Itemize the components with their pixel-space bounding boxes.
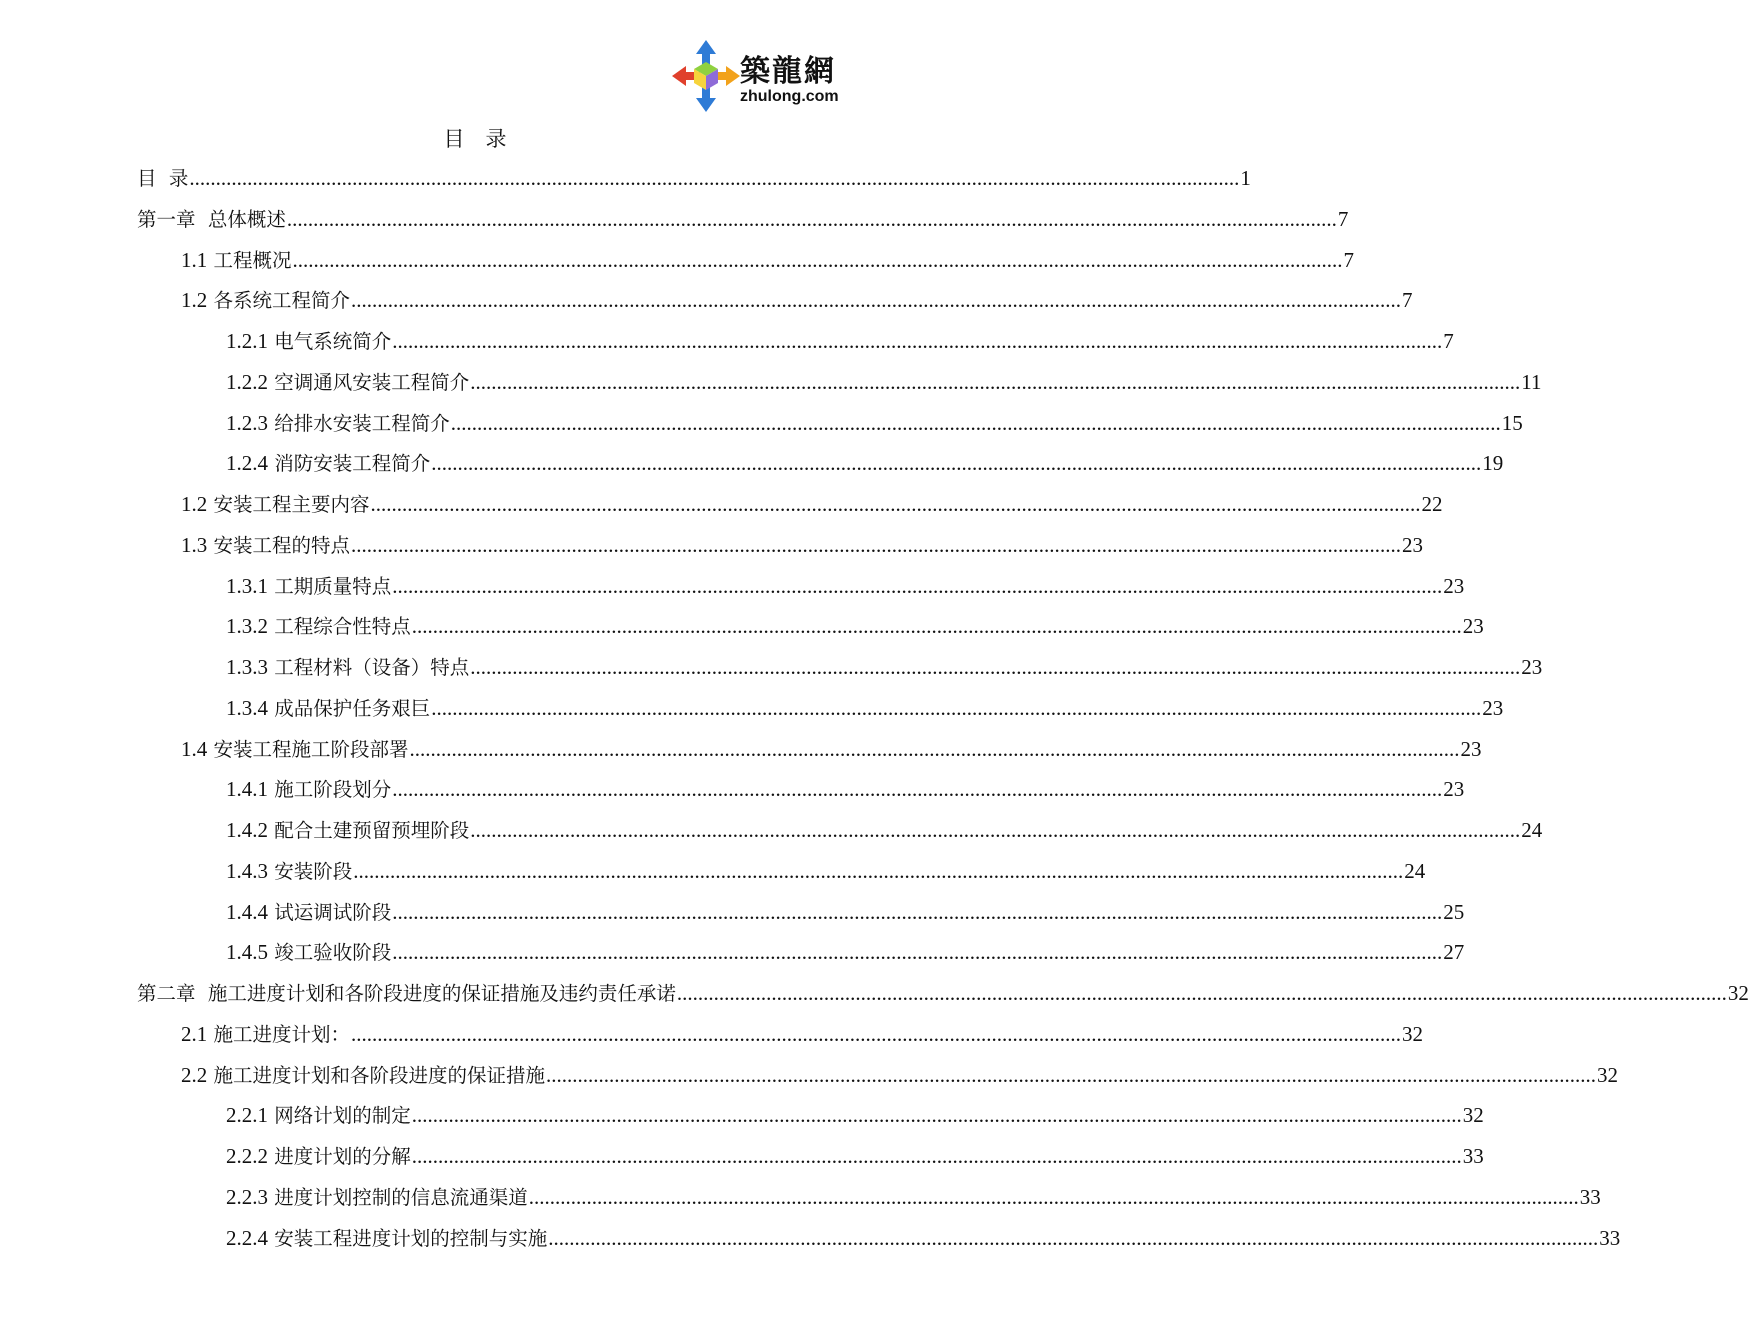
zhulong-logo-mark-icon — [670, 38, 742, 114]
toc-entry[interactable] — [181, 285, 1413, 315]
toc-entry-number: 2.2.2 — [226, 1144, 268, 1168]
toc-entry-number: 1.3.3 — [226, 655, 268, 679]
toc-entry-title: 试运调试阶段 — [274, 900, 392, 924]
toc-entry-leader: ........................................................................................................................................................................................................ — [292, 247, 1343, 272]
toc-entry-leader: ........................................................................................................................................................................................................ — [350, 288, 1401, 313]
toc-entry-number: 1.4.2 — [226, 818, 268, 842]
toc-entry-number: 1.2.4 — [226, 451, 268, 476]
toc-entry[interactable] — [181, 530, 1423, 560]
toc-entry-number: 2.1 — [181, 1021, 208, 1046]
toc-entry-page: 32 — [1401, 1021, 1423, 1046]
toc-entry-number: 1.2.1 — [226, 329, 268, 353]
toc-entry-page: 23 — [1482, 695, 1504, 720]
toc-entry[interactable] — [226, 937, 1465, 967]
toc-entry-title: 工程综合性特点 — [274, 615, 411, 639]
toc-entry-title: 空调通风安装工程简介 — [274, 370, 470, 394]
toc-entry-page: 23 — [1462, 614, 1484, 639]
toc-entry[interactable] — [181, 1060, 1618, 1090]
toc-entry-page: 23 — [1460, 736, 1482, 761]
toc-entry-page: 33 — [1599, 1225, 1621, 1250]
toc-entry-page: 33 — [1579, 1184, 1601, 1209]
toc-entry-leader: ........................................................................................................................................................................................................ — [470, 655, 1521, 679]
toc-entry-page: 33 — [1462, 1144, 1484, 1168]
toc-entry[interactable] — [226, 611, 1484, 641]
toc-entry-title: 配合土建预留预埋阶段 — [274, 819, 470, 842]
toc-entry[interactable] — [137, 978, 1749, 1008]
toc-entry-title: 给排水安装工程简介 — [274, 411, 450, 435]
toc-entry[interactable] — [226, 1100, 1484, 1130]
toc-entry[interactable] — [226, 693, 1504, 723]
toc-entry-title: 安装工程的特点 — [213, 533, 350, 557]
toc-entry[interactable] — [226, 1182, 1601, 1212]
toc-entry-title: 安装工程进度计划的控制与实施 — [274, 1226, 548, 1250]
toc-entry-page: 1 — [1240, 166, 1251, 190]
toc-entry-page: 7 — [1401, 288, 1413, 313]
toc-entry-title: 施工进度计划： — [213, 1022, 350, 1046]
toc-entry-page: 32 — [1727, 981, 1749, 1005]
logo-domain: zhulong.com — [740, 88, 839, 105]
toc-entry-page: 32 — [1462, 1103, 1484, 1128]
toc-entry-number: 2.2.4 — [226, 1225, 268, 1250]
toc-entry-number: 1.4 — [181, 736, 208, 761]
toc-heading: 目 录 — [443, 127, 507, 151]
toc-entry-number: 2.2.3 — [226, 1184, 268, 1209]
toc-entry-title: 竣工验收阶段 — [274, 941, 392, 965]
toc-entry-title: 施工阶段划分 — [274, 778, 392, 802]
toc-entry-page: 7 — [1343, 247, 1354, 272]
toc-entry-number: 1.4.4 — [226, 899, 268, 924]
toc-entry-page: 7 — [1337, 206, 1349, 231]
toc-entry-leader: ........................................................................................................................................................................................................ — [676, 981, 1727, 1005]
toc-entry-page: 23 — [1443, 777, 1465, 802]
toc-entry-leader: ........................................................................................................................................................................................................ — [528, 1184, 1579, 1209]
toc-entry-page: 23 — [1521, 655, 1543, 679]
toc-entry-title: 消防安装工程简介 — [274, 452, 431, 476]
toc-entry-page: 24 — [1521, 818, 1543, 842]
toc-entry-title: 工期质量特点 — [274, 574, 392, 598]
toc-entry[interactable] — [226, 897, 1465, 927]
toc-entry-title: 安装工程主要内容 — [213, 493, 370, 516]
toc-entry-number: 1.1 — [181, 247, 208, 272]
toc-entry-title: 工程材料（设备）特点 — [274, 656, 470, 679]
toc-entry[interactable] — [226, 652, 1543, 682]
toc-entry[interactable] — [226, 815, 1543, 845]
toc-entry[interactable] — [226, 1223, 1621, 1253]
zhulong-logo — [670, 38, 850, 118]
toc-entry-page: 11 — [1521, 369, 1542, 394]
toc-entry[interactable] — [226, 856, 1426, 886]
toc-entry-number: 2.2.1 — [226, 1103, 268, 1128]
toc-entry[interactable] — [181, 245, 1354, 275]
toc-entry-number: 1.4.1 — [226, 777, 268, 802]
toc-entry-leader: ........................................................................................................................................................................................................ — [470, 818, 1521, 842]
toc-entry[interactable] — [226, 774, 1465, 804]
toc-entry-title: 工程概况 — [213, 248, 292, 272]
toc-entry-title: 成品保护任务艰巨 — [274, 696, 431, 720]
toc-entry-leader: ........................................................................................................................................................................................................ — [545, 1062, 1596, 1087]
toc-entry-title: 安装阶段 — [274, 859, 353, 883]
toc-entry[interactable] — [226, 367, 1542, 397]
toc-entry-leader: ........................................................................................................................................................................................................ — [411, 614, 1462, 639]
toc-entry-leader: ........................................................................................................................................................................................................ — [392, 329, 1443, 353]
logo-chinese-name: 築龍網 — [740, 54, 836, 89]
toc-entry-title: 进度计划控制的信息流通渠道 — [274, 1185, 528, 1209]
toc-entry-leader: ........................................................................................................................................................................................................ — [392, 899, 1443, 924]
toc-entry-page: 15 — [1501, 410, 1523, 435]
toc-entry-leader: ........................................................................................................................................................................................................ — [189, 166, 1240, 190]
toc-entry-leader: ........................................................................................................................................................................................................ — [392, 573, 1443, 598]
toc-entry-title: 网络计划的制定 — [274, 1104, 411, 1128]
toc-entry-number: 1.3.4 — [226, 695, 268, 720]
toc-entry-page: 24 — [1404, 858, 1426, 883]
toc-entry-leader: ........................................................................................................................................................................................................ — [392, 777, 1443, 802]
toc-entry[interactable] — [226, 326, 1454, 356]
toc-entry[interactable] — [226, 1141, 1484, 1171]
toc-entry-number: 2.2 — [181, 1062, 208, 1087]
toc-entry-page: 23 — [1443, 573, 1465, 598]
toc-entry-title: 进度计划的分解 — [274, 1145, 411, 1168]
toc-entry-leader: ........................................................................................................................................................................................................ — [450, 410, 1501, 435]
toc-entry[interactable] — [137, 204, 1349, 234]
toc-entry-title: 施工进度计划和各阶段进度的保证措施 — [213, 1063, 545, 1087]
toc-entry-page: 23 — [1401, 532, 1423, 557]
toc-entry[interactable] — [181, 489, 1443, 519]
toc-entry-leader: ........................................................................................................................................................................................................ — [350, 1021, 1401, 1046]
toc-entry-page: 22 — [1421, 492, 1443, 516]
toc-entry-number: 1.4.5 — [226, 940, 268, 965]
toc-entry-title: 第一章 总体概述 — [137, 207, 286, 231]
toc-entry-number: 1.2 — [181, 288, 208, 313]
toc-entry-leader: ........................................................................................................................................................................................................ — [370, 492, 1421, 516]
toc-entry-title: 目 录 — [137, 167, 189, 190]
toc-entry-leader: ........................................................................................................................................................................................................ — [350, 532, 1401, 557]
toc-entry-title: 第二章 施工进度计划和各阶段进度的保证措施及违约责任承诺 — [137, 982, 676, 1005]
toc-entry-leader: ........................................................................................................................................................................................................ — [392, 940, 1443, 965]
toc-entry-leader: ........................................................................................................................................................................................................ — [286, 206, 1337, 231]
toc-entry[interactable] — [137, 163, 1251, 193]
toc-entry-page: 25 — [1443, 899, 1465, 924]
toc-entry-leader: ........................................................................................................................................................................................................ — [431, 451, 1482, 476]
toc-entry-number: 1.3 — [181, 532, 208, 557]
toc-entry[interactable] — [226, 448, 1504, 478]
toc-entry[interactable] — [181, 734, 1482, 764]
toc-entry[interactable] — [226, 571, 1465, 601]
toc-entry-leader: ........................................................................................................................................................................................................ — [431, 695, 1482, 720]
toc-entry-number: 1.2.3 — [226, 410, 268, 435]
toc-entry-title: 各系统工程简介 — [213, 289, 350, 313]
toc-entry-number: 1.3.1 — [226, 573, 268, 598]
toc-entry-page: 27 — [1443, 940, 1465, 965]
toc-entry[interactable] — [226, 408, 1523, 438]
toc-entry-leader: ........................................................................................................................................................................................................ — [409, 736, 1460, 761]
toc-entry-title: 安装工程施工阶段部署 — [213, 737, 409, 761]
toc-entry-title: 电气系统简介 — [274, 330, 392, 353]
toc-entry-leader: ........................................................................................................................................................................................................ — [411, 1144, 1462, 1168]
toc-entry-number: 1.2.2 — [226, 369, 268, 394]
toc-entry-page: 32 — [1596, 1062, 1618, 1087]
toc-entry-page: 19 — [1482, 451, 1504, 476]
toc-entry-number: 1.3.2 — [226, 614, 268, 639]
toc-entry-leader: ........................................................................................................................................................................................................ — [470, 369, 1521, 394]
toc-entry-leader: ........................................................................................................................................................................................................ — [353, 858, 1404, 883]
toc-entry-page: 7 — [1443, 329, 1454, 353]
toc-entry-leader: ........................................................................................................................................................................................................ — [548, 1225, 1599, 1250]
toc-entry-leader: ........................................................................................................................................................................................................ — [411, 1103, 1462, 1128]
toc-entry[interactable] — [181, 1019, 1423, 1049]
toc-entry-number: 1.4.3 — [226, 858, 268, 883]
toc-entry-number: 1.2 — [181, 492, 208, 516]
